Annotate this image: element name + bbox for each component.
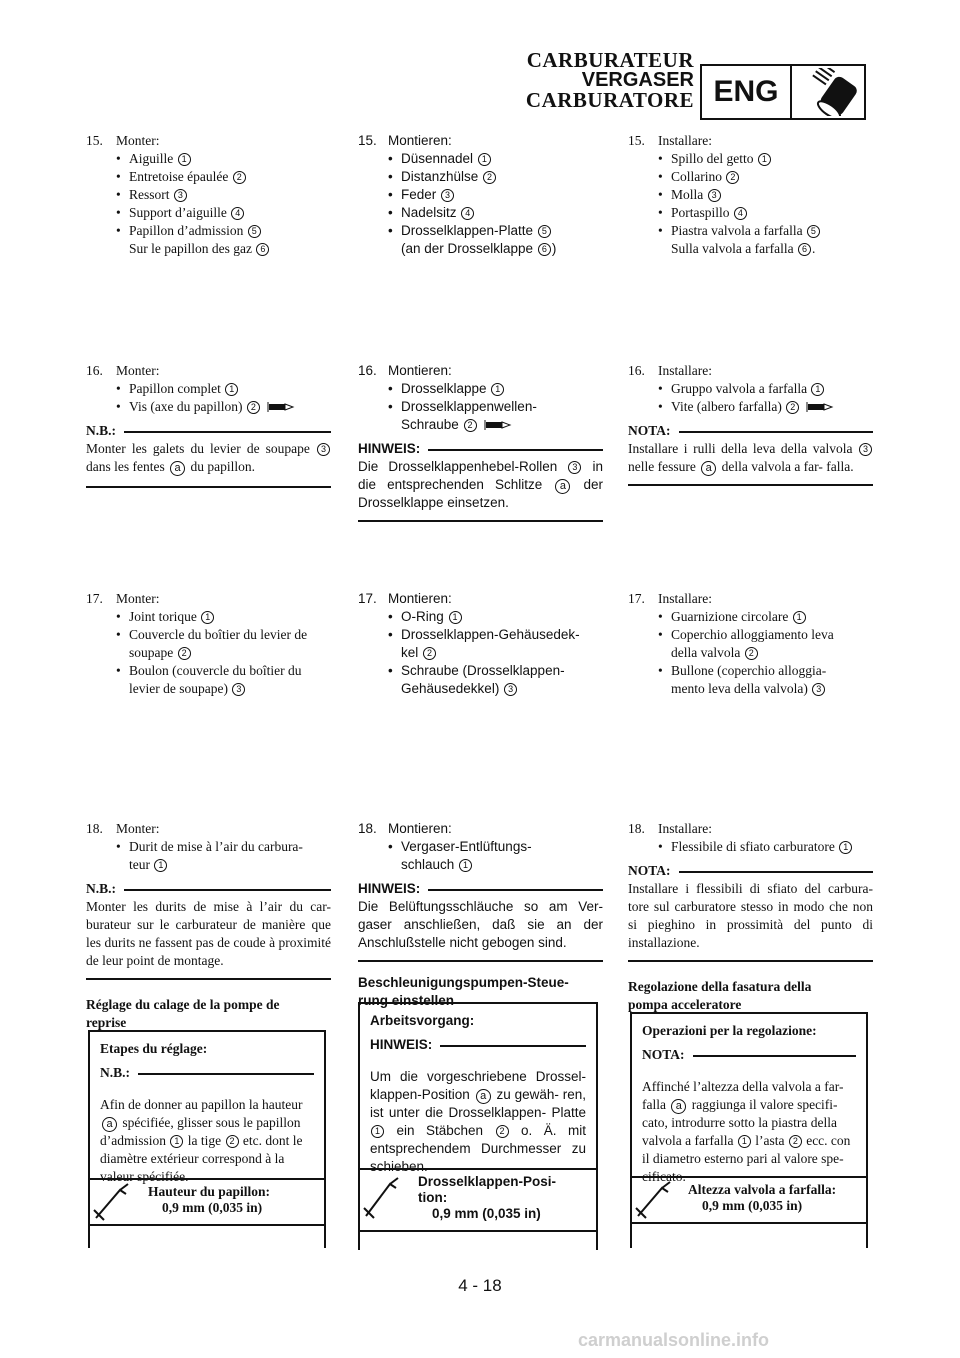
callout-marker: 3 bbox=[174, 189, 187, 202]
section-tag-box bbox=[700, 64, 866, 120]
it-step-17: 17. Installare: • Guarnizione circolare 1 • Coperchio alloggiamento leva della valvola 2 • Bullone (coperchio alloggia- mento leva della valvola) 3 bbox=[628, 591, 834, 696]
callout-marker: 2 bbox=[178, 647, 191, 660]
fr-step-18: 18. Monter: • Durit de mise à l’air du carbura- teur 1 N.B.: Monter les durits de mise à l’air du car- burateur sur le carburateur de manière que les durits ne fassent pas de coude à proximité de leur point de montage. Réglage du calage de la pompe de reprise bbox=[86, 821, 331, 1030]
tightening-tool-icon bbox=[484, 419, 514, 431]
title-de: VERGASER bbox=[581, 69, 694, 91]
fr-step-16: 16. Monter: • Papillon complet 1 • Vis (axe du papillon) 2 N.B.: Monter les galets du levier de soupape 3 dans les fentes a du papillon. bbox=[86, 362, 331, 488]
callout-marker: 2 bbox=[496, 1125, 509, 1138]
title-fr: CARBURATEUR bbox=[526, 48, 694, 72]
callout-marker: 4 bbox=[734, 207, 747, 220]
callout-marker: 2 bbox=[423, 647, 436, 660]
callout-marker: 2 bbox=[464, 419, 477, 432]
de-step-16: 16. Montieren: • Drosselklappe 1 • Drosselklappenwellen- Schraube 2 HINWEIS: Die Drosselklappenhebel-Rollen 3 in die entsprechenden Schlitze a der Drosselklappe einsetzen. bbox=[358, 362, 603, 522]
callout-marker: 1 bbox=[459, 859, 472, 872]
callout-marker: 2 bbox=[786, 401, 799, 414]
callout-marker: 3 bbox=[232, 683, 245, 696]
fr-step-15: 15. Monter: • Aiguille 1 • Entretoise épaulée 2 • Ressort 3 • Support d’aiguille 4 • Papillon d’admission 5 Sur le papillon des gaz 6 bbox=[86, 132, 331, 258]
sub-heading: Réglage du calage de la pompe de reprise bbox=[86, 997, 280, 1030]
callout-marker: 6 bbox=[256, 243, 269, 256]
callout-marker: 3 bbox=[708, 189, 721, 202]
callout-marker: 3 bbox=[568, 461, 581, 474]
note-heading: NOTA: bbox=[628, 862, 873, 880]
callout-marker: 1 bbox=[811, 383, 824, 396]
sub-heading: Beschleunigungspumpen-Steue- rung einstellen bbox=[358, 975, 569, 1008]
callout-marker: 2 bbox=[745, 647, 758, 660]
fr-procedure-box: Etapes du réglage: N.B.: Afin de donner au papillon la hauteur a spécifiée, glisser sous le papillon d’admission 1 la tige 2 etc. dont le diamètre extérieur correspond à la valeur spécifiée. Hauteur du papillon: 0,9 mm (0,035 in) bbox=[88, 1030, 326, 1250]
note-heading: N.B.: bbox=[86, 880, 331, 898]
callout-marker: 1 bbox=[225, 383, 238, 396]
wrench-engine-icon bbox=[792, 66, 864, 118]
callout-marker: 2 bbox=[789, 1135, 802, 1148]
it-step-16: 16. Installare: • Gruppo valvola a farfalla 1 • Vite (albero farfalla) 2 NOTA: Installare i rulli della leva della valvola 3 nelle fessure a della valvola a far- falla. bbox=[628, 362, 873, 486]
callout-marker: 4 bbox=[461, 207, 474, 220]
spec-value: 0,9 mm (0,035 in) bbox=[432, 1206, 541, 1221]
callout-marker: 1 bbox=[449, 611, 462, 624]
section-title bbox=[526, 50, 694, 110]
de-step-15: 15. Montieren: • Düsennadel 1 • Distanzhülse 2 • Feder 3 • Nadelsitz 4 • Drosselklappen-Platte 5 (an der Drosselklappe 6 ) bbox=[358, 133, 557, 256]
callout-marker: a bbox=[476, 1089, 491, 1104]
note-heading: NOTA: bbox=[628, 422, 873, 440]
callout-marker: 2 bbox=[233, 171, 246, 184]
callout-marker: 1 bbox=[371, 1125, 384, 1138]
de-step-18: 18. Montieren: • Vergaser-Entlüftungs- schlauch 1 HINWEIS: Die Belüftungsschläuche so am Ver- gaser anschließen, daß sie an der Anschlußstelle nicht gebogen sind. Beschleunigungspumpen-Steue- rung einstellen bbox=[358, 821, 603, 1008]
callout-marker: 3 bbox=[812, 683, 825, 696]
note-heading: N.B.: bbox=[86, 422, 331, 440]
callout-marker: 1 bbox=[201, 611, 214, 624]
callout-marker: 3 bbox=[317, 443, 330, 456]
sub-heading: Regolazione della fasatura della pompa acceleratore bbox=[628, 979, 812, 1012]
spec-label: Hauteur du papillon: bbox=[148, 1184, 271, 1199]
callout-marker: 2 bbox=[247, 401, 260, 414]
callout-marker: 3 bbox=[504, 683, 517, 696]
tightening-tool-icon bbox=[267, 401, 297, 413]
footer-watermark: carmanualsonline.info bbox=[578, 1330, 770, 1350]
callout-marker: 5 bbox=[538, 225, 551, 238]
callout-marker: 5 bbox=[807, 225, 820, 238]
callout-marker: 4 bbox=[231, 207, 244, 220]
de-step-17: 17. Montieren: • O-Ring 1 • Drosselklappen-Gehäusedek- kel 2 • Schraube (Drosselklappen- Gehäusedekkel) 3 bbox=[358, 591, 580, 696]
title-it: CARBURATORE bbox=[525, 88, 694, 112]
it-step-15: 15. Installare: • Spillo del getto 1 • Collarino 2 • Molla 3 • Portaspillo 4 • Piastra valvola a farfalla 5 Sulla valvola a farfalla 6 . bbox=[628, 132, 873, 258]
callout-marker: 1 bbox=[839, 841, 852, 854]
callout-marker: a bbox=[102, 1117, 117, 1132]
de-procedure-box: Arbeitsvorgang: HINWEIS: Um die vorgeschriebene Drossel- klappen-Position a zu gewäh- ren, ist unter die Drosselklappen- Platte 1 ein Stäbchen 2 o. Ä. mit entsprechendem Durchmesser zu schieben. Drosselklappen-Posi- tion: 0,9 mm (0,035 in) bbox=[358, 1002, 598, 1252]
spec-value: 0,9 mm (0,035 in) bbox=[702, 1198, 803, 1213]
callout-marker: 1 bbox=[758, 153, 771, 166]
callout-marker: 2 bbox=[726, 171, 739, 184]
callout-marker: a bbox=[671, 1099, 686, 1114]
callout-marker: 1 bbox=[178, 153, 191, 166]
page-number: 4 - 18 bbox=[458, 1276, 502, 1295]
it-procedure-box: Operazioni per la regolazione: NOTA: Affinché l’altezza della valvola a far- falla a raggiunga il valore specifi- cato, introdurre sotto la piastra della valvola a farfalla 1 l’asta 2 ecc. con il diametro esterno pari al valore spe- cificato. Altezza valvola a farfalla: 0,9 mm (0,035 in) bbox=[630, 1012, 868, 1250]
callout-marker: a bbox=[701, 461, 716, 476]
callout-marker: 1 bbox=[170, 1135, 183, 1148]
spec-label: Altezza valvola a farfalla: bbox=[688, 1182, 837, 1197]
callout-marker: 1 bbox=[478, 153, 491, 166]
spec-tool-icon bbox=[360, 1170, 404, 1228]
callout-marker: 2 bbox=[483, 171, 496, 184]
callout-marker: a bbox=[555, 479, 570, 494]
spec-tool-icon bbox=[90, 1180, 134, 1224]
callout-marker: 3 bbox=[859, 443, 872, 456]
section-tag: ENG bbox=[702, 66, 792, 118]
spec-tool-icon bbox=[632, 1178, 676, 1222]
spec-value: 0,9 mm (0,035 in) bbox=[162, 1200, 263, 1215]
spec-label: Drosselklappen-Posi- tion: bbox=[418, 1174, 557, 1205]
callout-marker: 1 bbox=[793, 611, 806, 624]
callout-marker: 1 bbox=[491, 383, 504, 396]
callout-marker: 5 bbox=[248, 225, 261, 238]
callout-marker: a bbox=[170, 461, 185, 476]
tightening-tool-icon bbox=[806, 401, 836, 413]
callout-marker: 6 bbox=[538, 243, 551, 256]
fr-step-17: 17. Monter: • Joint torique 1 • Couvercle du boîtier du levier de soupape 2 • Boulon (couvercle du boîtier du levier de soupape) 3 bbox=[86, 591, 308, 696]
note-heading: HINWEIS: bbox=[358, 880, 603, 898]
callout-marker: 1 bbox=[154, 859, 167, 872]
note-heading: HINWEIS: bbox=[358, 440, 603, 458]
it-step-18: 18. Installare: • Flessibile di sfiato carburatore 1 NOTA: Installare i flessibili di sfiato del carbura- tore sul carburatore stesso in modo che non si pieghino in prossimità del punto di installazione. Regolazione della fasatura della pompa acceleratore bbox=[628, 821, 873, 1012]
callout-marker: 2 bbox=[226, 1135, 239, 1148]
callout-marker: 6 bbox=[798, 243, 811, 256]
callout-marker: 3 bbox=[441, 189, 454, 202]
callout-marker: 1 bbox=[738, 1135, 751, 1148]
